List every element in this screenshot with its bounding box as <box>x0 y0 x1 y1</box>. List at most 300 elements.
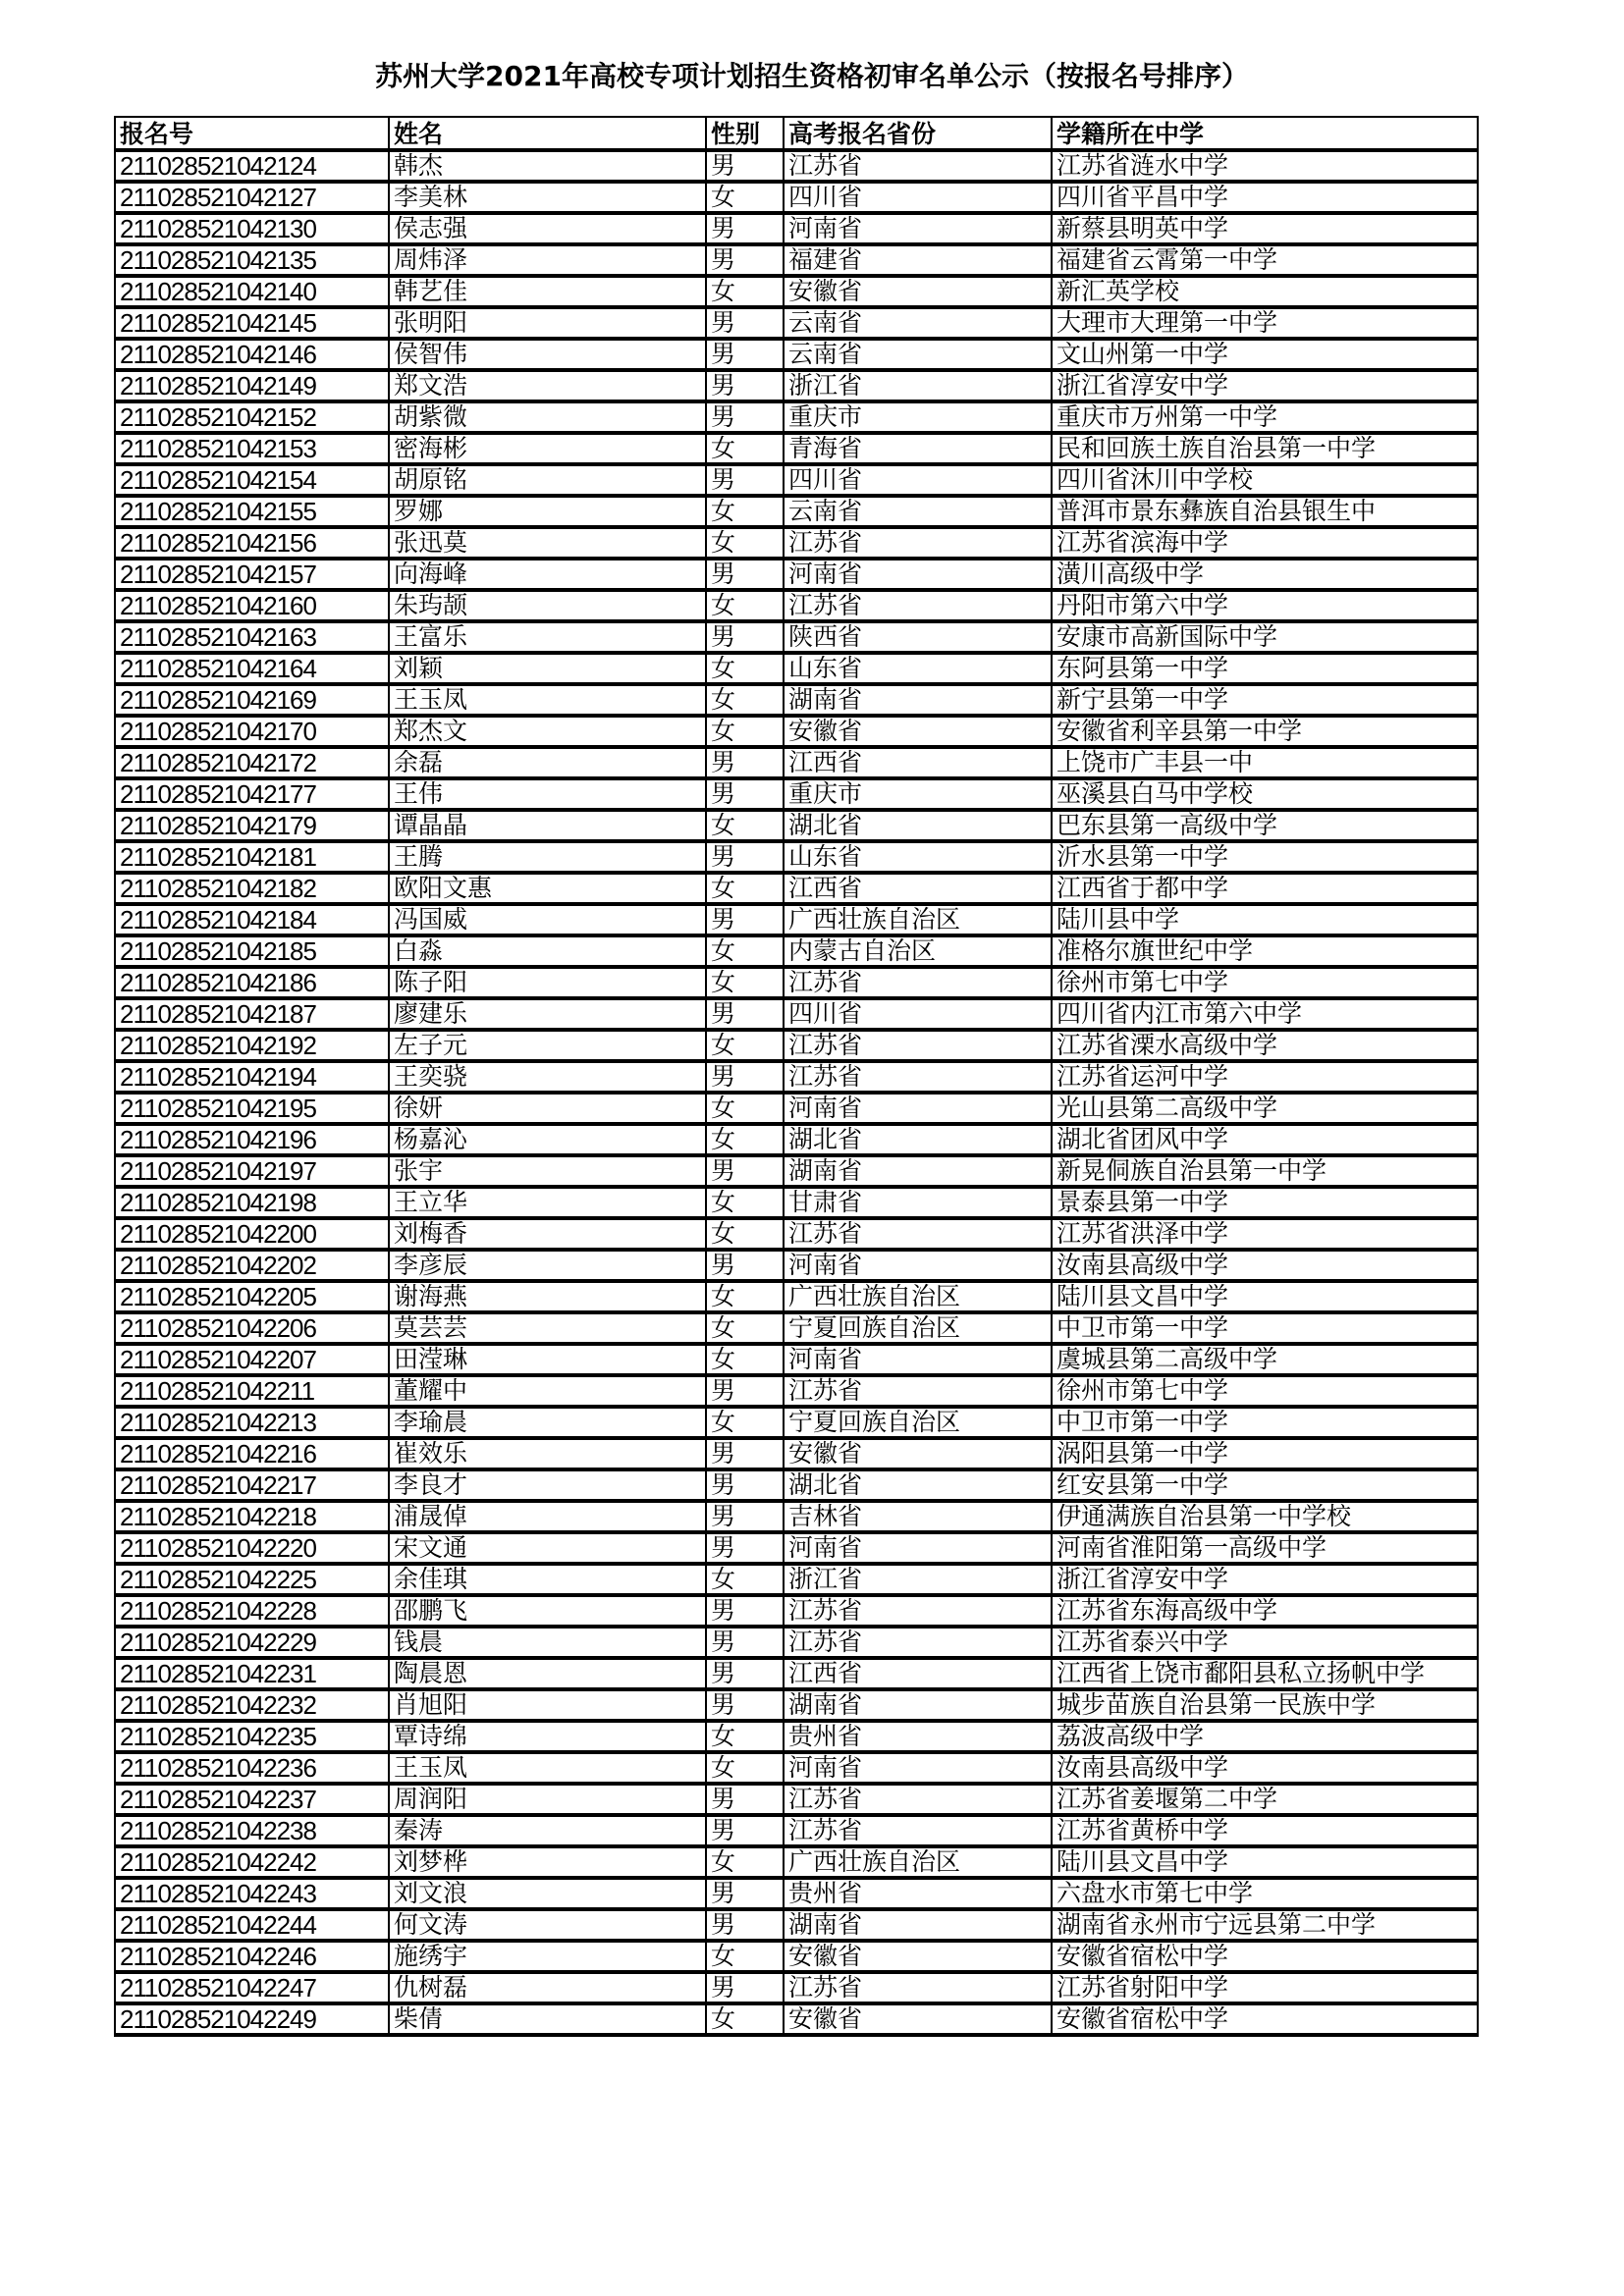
school-cell: 沂水县第一中学 <box>1052 841 1478 873</box>
registration-number-cell: 211028521042170 <box>115 716 389 747</box>
table-row <box>115 1124 1478 1155</box>
table-row <box>115 1564 1478 1595</box>
header-province: 高考报名省份 <box>784 117 1052 150</box>
table-row <box>115 1218 1478 1250</box>
school-cell: 浙江省淳安中学 <box>1052 1564 1478 1595</box>
registration-number-cell: 211028521042130 <box>115 213 389 244</box>
gender-cell: 男 <box>706 1658 784 1689</box>
school-cell: 湖南省永州市宁远县第二中学 <box>1052 1909 1478 1941</box>
school-cell: 江苏省溧水高级中学 <box>1052 1030 1478 1061</box>
gender-cell: 女 <box>706 1093 784 1124</box>
province-cell: 江苏省 <box>784 1030 1052 1061</box>
name-cell: 周润阳 <box>389 1784 706 1815</box>
applicant-table <box>114 116 1479 2037</box>
gender-cell: 男 <box>706 370 784 401</box>
registration-number-cell: 211028521042235 <box>115 1721 389 1752</box>
gender-cell: 女 <box>706 182 784 213</box>
registration-number-cell: 211028521042192 <box>115 1030 389 1061</box>
gender-cell: 女 <box>706 1752 784 1784</box>
province-cell: 湖北省 <box>784 1124 1052 1155</box>
school-cell: 城步苗族自治县第一民族中学 <box>1052 1689 1478 1721</box>
province-cell: 浙江省 <box>784 370 1052 401</box>
registration-number-cell: 211028521042187 <box>115 998 389 1030</box>
gender-cell: 男 <box>706 1815 784 1846</box>
school-cell: 江苏省洪泽中学 <box>1052 1218 1478 1250</box>
gender-cell: 女 <box>706 716 784 747</box>
school-cell: 新宁县第一中学 <box>1052 684 1478 716</box>
province-cell: 河南省 <box>784 213 1052 244</box>
registration-number-cell: 211028521042247 <box>115 1972 389 2003</box>
province-cell: 四川省 <box>784 182 1052 213</box>
school-cell: 汝南县高级中学 <box>1052 1250 1478 1281</box>
registration-number-cell: 211028521042231 <box>115 1658 389 1689</box>
table-row <box>115 1030 1478 1061</box>
gender-cell: 女 <box>706 967 784 998</box>
table-row <box>115 1501 1478 1532</box>
name-cell: 覃诗绵 <box>389 1721 706 1752</box>
name-cell: 王玉凤 <box>389 684 706 716</box>
gender-cell: 女 <box>706 1187 784 1218</box>
table-row <box>115 150 1478 182</box>
province-cell: 广西壮族自治区 <box>784 1281 1052 1312</box>
gender-cell: 男 <box>706 1438 784 1469</box>
registration-number-cell: 211028521042249 <box>115 2003 389 2035</box>
name-cell: 欧阳文惠 <box>389 873 706 904</box>
table-row <box>115 182 1478 213</box>
table-body <box>115 150 1478 2035</box>
province-cell: 山东省 <box>784 841 1052 873</box>
table-row <box>115 1815 1478 1846</box>
name-cell: 郑文浩 <box>389 370 706 401</box>
registration-number-cell: 211028521042246 <box>115 1941 389 1972</box>
name-cell: 李彦辰 <box>389 1250 706 1281</box>
province-cell: 陕西省 <box>784 621 1052 653</box>
registration-number-cell: 211028521042213 <box>115 1407 389 1438</box>
name-cell: 莫芸芸 <box>389 1312 706 1344</box>
registration-number-cell: 211028521042157 <box>115 559 389 590</box>
name-cell: 李瑜晨 <box>389 1407 706 1438</box>
school-cell: 红安县第一中学 <box>1052 1469 1478 1501</box>
registration-number-cell: 211028521042156 <box>115 527 389 559</box>
name-cell: 王伟 <box>389 778 706 810</box>
school-cell: 安徽省宿松中学 <box>1052 2003 1478 2035</box>
name-cell: 李良才 <box>389 1469 706 1501</box>
school-cell: 江苏省姜堰第二中学 <box>1052 1784 1478 1815</box>
table-row <box>115 1093 1478 1124</box>
name-cell: 谢海燕 <box>389 1281 706 1312</box>
registration-number-cell: 211028521042243 <box>115 1878 389 1909</box>
gender-cell: 女 <box>706 684 784 716</box>
province-cell: 山东省 <box>784 653 1052 684</box>
table-row <box>115 1658 1478 1689</box>
table-row <box>115 1532 1478 1564</box>
registration-number-cell: 211028521042205 <box>115 1281 389 1312</box>
registration-number-cell: 211028521042216 <box>115 1438 389 1469</box>
province-cell: 江苏省 <box>784 1784 1052 1815</box>
table-row <box>115 1752 1478 1784</box>
registration-number-cell: 211028521042184 <box>115 904 389 935</box>
school-cell: 丹阳市第六中学 <box>1052 590 1478 621</box>
name-cell: 钱晨 <box>389 1627 706 1658</box>
school-cell: 福建省云霄第一中学 <box>1052 244 1478 276</box>
province-cell: 云南省 <box>784 307 1052 339</box>
province-cell: 河南省 <box>784 1250 1052 1281</box>
gender-cell: 女 <box>706 276 784 307</box>
school-cell: 新汇英学校 <box>1052 276 1478 307</box>
province-cell: 四川省 <box>784 464 1052 496</box>
name-cell: 韩杰 <box>389 150 706 182</box>
registration-number-cell: 211028521042232 <box>115 1689 389 1721</box>
registration-number-cell: 211028521042153 <box>115 433 389 464</box>
registration-number-cell: 211028521042172 <box>115 747 389 778</box>
gender-cell: 男 <box>706 998 784 1030</box>
school-cell: 陆川县中学 <box>1052 904 1478 935</box>
name-cell: 王腾 <box>389 841 706 873</box>
table-row <box>115 1689 1478 1721</box>
gender-cell: 女 <box>706 1030 784 1061</box>
table-row <box>115 1344 1478 1375</box>
table-row <box>115 1941 1478 1972</box>
province-cell: 云南省 <box>784 496 1052 527</box>
gender-cell: 女 <box>706 1281 784 1312</box>
page-title: 苏州大学2021年高校专项计划招生资格初审名单公示（按报名号排序） <box>375 60 1249 92</box>
gender-cell: 女 <box>706 2003 784 2035</box>
province-cell: 安徽省 <box>784 276 1052 307</box>
table-row <box>115 433 1478 464</box>
name-cell: 白淼 <box>389 935 706 967</box>
gender-cell: 男 <box>706 1627 784 1658</box>
gender-cell: 女 <box>706 935 784 967</box>
gender-cell: 男 <box>706 339 784 370</box>
name-cell: 秦涛 <box>389 1815 706 1846</box>
school-cell: 江苏省涟水中学 <box>1052 150 1478 182</box>
school-cell: 湖北省团风中学 <box>1052 1124 1478 1155</box>
table-row <box>115 1407 1478 1438</box>
province-cell: 安徽省 <box>784 716 1052 747</box>
registration-number-cell: 211028521042179 <box>115 810 389 841</box>
registration-number-cell: 211028521042154 <box>115 464 389 496</box>
registration-number-cell: 211028521042145 <box>115 307 389 339</box>
registration-number-cell: 211028521042169 <box>115 684 389 716</box>
gender-cell: 女 <box>706 1941 784 1972</box>
gender-cell: 男 <box>706 1595 784 1627</box>
registration-number-cell: 211028521042228 <box>115 1595 389 1627</box>
gender-cell: 男 <box>706 1909 784 1941</box>
school-cell: 重庆市万州第一中学 <box>1052 401 1478 433</box>
school-cell: 普洱市景东彝族自治县银生中 <box>1052 496 1478 527</box>
province-cell: 广西壮族自治区 <box>784 904 1052 935</box>
table-row <box>115 967 1478 998</box>
table-row <box>115 1721 1478 1752</box>
gender-cell: 男 <box>706 1155 784 1187</box>
registration-number-cell: 211028521042146 <box>115 339 389 370</box>
school-cell: 安徽省宿松中学 <box>1052 1941 1478 1972</box>
school-cell: 四川省沐川中学校 <box>1052 464 1478 496</box>
school-cell: 景泰县第一中学 <box>1052 1187 1478 1218</box>
gender-cell: 男 <box>706 1501 784 1532</box>
table-row <box>115 935 1478 967</box>
gender-cell: 男 <box>706 1532 784 1564</box>
table-row <box>115 1846 1478 1878</box>
name-cell: 李美林 <box>389 182 706 213</box>
table-row <box>115 1250 1478 1281</box>
name-cell: 韩艺佳 <box>389 276 706 307</box>
table-row <box>115 2003 1478 2035</box>
school-cell: 江苏省滨海中学 <box>1052 527 1478 559</box>
name-cell: 刘颖 <box>389 653 706 684</box>
province-cell: 江苏省 <box>784 1972 1052 2003</box>
gender-cell: 女 <box>706 527 784 559</box>
province-cell: 贵州省 <box>784 1878 1052 1909</box>
school-cell: 陆川县文昌中学 <box>1052 1846 1478 1878</box>
registration-number-cell: 211028521042194 <box>115 1061 389 1093</box>
name-cell: 杨嘉沁 <box>389 1124 706 1155</box>
province-cell: 江苏省 <box>784 590 1052 621</box>
name-cell: 刘梅香 <box>389 1218 706 1250</box>
school-cell: 中卫市第一中学 <box>1052 1407 1478 1438</box>
registration-number-cell: 211028521042124 <box>115 150 389 182</box>
table-row <box>115 1155 1478 1187</box>
table-row <box>115 1784 1478 1815</box>
name-cell: 刘文浪 <box>389 1878 706 1909</box>
name-cell: 邵鹏飞 <box>389 1595 706 1627</box>
table-row <box>115 1878 1478 1909</box>
table-row <box>115 716 1478 747</box>
province-cell: 江西省 <box>784 1658 1052 1689</box>
province-cell: 湖南省 <box>784 684 1052 716</box>
table-row <box>115 1438 1478 1469</box>
gender-cell: 男 <box>706 559 784 590</box>
registration-number-cell: 211028521042155 <box>115 496 389 527</box>
table-row <box>115 841 1478 873</box>
province-cell: 河南省 <box>784 1344 1052 1375</box>
gender-cell: 女 <box>706 873 784 904</box>
name-cell: 周炜泽 <box>389 244 706 276</box>
gender-cell: 女 <box>706 590 784 621</box>
table-row <box>115 810 1478 841</box>
registration-number-cell: 211028521042177 <box>115 778 389 810</box>
table-row <box>115 1312 1478 1344</box>
gender-cell: 男 <box>706 1061 784 1093</box>
name-cell: 郑杰文 <box>389 716 706 747</box>
province-cell: 重庆市 <box>784 401 1052 433</box>
registration-number-cell: 211028521042196 <box>115 1124 389 1155</box>
header-name: 姓名 <box>389 117 706 150</box>
name-cell: 谭晶晶 <box>389 810 706 841</box>
gender-cell: 女 <box>706 1312 784 1344</box>
school-cell: 荔波高级中学 <box>1052 1721 1478 1752</box>
registration-number-cell: 211028521042217 <box>115 1469 389 1501</box>
table-row <box>115 1281 1478 1312</box>
province-cell: 江西省 <box>784 873 1052 904</box>
province-cell: 广西壮族自治区 <box>784 1846 1052 1878</box>
table-row <box>115 998 1478 1030</box>
province-cell: 福建省 <box>784 244 1052 276</box>
school-cell: 安徽省利辛县第一中学 <box>1052 716 1478 747</box>
name-cell: 向海峰 <box>389 559 706 590</box>
gender-cell: 男 <box>706 747 784 778</box>
name-cell: 王奕骁 <box>389 1061 706 1093</box>
province-cell: 江苏省 <box>784 527 1052 559</box>
gender-cell: 男 <box>706 1972 784 2003</box>
name-cell: 张宇 <box>389 1155 706 1187</box>
school-cell: 河南省淮阳第一高级中学 <box>1052 1532 1478 1564</box>
registration-number-cell: 211028521042140 <box>115 276 389 307</box>
school-cell: 陆川县文昌中学 <box>1052 1281 1478 1312</box>
school-cell: 徐州市第七中学 <box>1052 1375 1478 1407</box>
school-cell: 伊通满族自治县第一中学校 <box>1052 1501 1478 1532</box>
registration-number-cell: 211028521042135 <box>115 244 389 276</box>
gender-cell: 男 <box>706 213 784 244</box>
gender-cell: 男 <box>706 464 784 496</box>
name-cell: 陈子阳 <box>389 967 706 998</box>
province-cell: 河南省 <box>784 1752 1052 1784</box>
province-cell: 宁夏回族自治区 <box>784 1312 1052 1344</box>
registration-number-cell: 211028521042200 <box>115 1218 389 1250</box>
province-cell: 安徽省 <box>784 2003 1052 2035</box>
registration-number-cell: 211028521042236 <box>115 1752 389 1784</box>
table-row <box>115 653 1478 684</box>
gender-cell: 男 <box>706 621 784 653</box>
name-cell: 侯志强 <box>389 213 706 244</box>
table-row <box>115 496 1478 527</box>
gender-cell: 男 <box>706 904 784 935</box>
gender-cell: 女 <box>706 810 784 841</box>
name-cell: 何文涛 <box>389 1909 706 1941</box>
school-cell: 江苏省东海高级中学 <box>1052 1595 1478 1627</box>
gender-cell: 女 <box>706 1344 784 1375</box>
name-cell: 田滢琳 <box>389 1344 706 1375</box>
name-cell: 陶晨恩 <box>389 1658 706 1689</box>
name-cell: 胡紫微 <box>389 401 706 433</box>
table-row <box>115 778 1478 810</box>
name-cell: 刘梦桦 <box>389 1846 706 1878</box>
gender-cell: 男 <box>706 1250 784 1281</box>
registration-number-cell: 211028521042211 <box>115 1375 389 1407</box>
gender-cell: 男 <box>706 841 784 873</box>
school-cell: 江西省于都中学 <box>1052 873 1478 904</box>
province-cell: 安徽省 <box>784 1438 1052 1469</box>
table-row <box>115 1909 1478 1941</box>
registration-number-cell: 211028521042195 <box>115 1093 389 1124</box>
name-cell: 朱玙颉 <box>389 590 706 621</box>
registration-number-cell: 211028521042152 <box>115 401 389 433</box>
gender-cell: 男 <box>706 778 784 810</box>
gender-cell: 女 <box>706 1124 784 1155</box>
name-cell: 徐妍 <box>389 1093 706 1124</box>
name-cell: 董耀中 <box>389 1375 706 1407</box>
registration-number-cell: 211028521042229 <box>115 1627 389 1658</box>
name-cell: 王富乐 <box>389 621 706 653</box>
table-row <box>115 1595 1478 1627</box>
school-cell: 汝南县高级中学 <box>1052 1752 1478 1784</box>
gender-cell: 女 <box>706 1564 784 1595</box>
gender-cell: 男 <box>706 1784 784 1815</box>
province-cell: 河南省 <box>784 1532 1052 1564</box>
registration-number-cell: 211028521042182 <box>115 873 389 904</box>
table-row <box>115 1469 1478 1501</box>
school-cell: 江苏省运河中学 <box>1052 1061 1478 1093</box>
province-cell: 河南省 <box>784 559 1052 590</box>
table-row <box>115 684 1478 716</box>
school-cell: 江西省上饶市鄱阳县私立扬帆中学 <box>1052 1658 1478 1689</box>
province-cell: 江西省 <box>784 747 1052 778</box>
name-cell: 浦晟倬 <box>389 1501 706 1532</box>
registration-number-cell: 211028521042197 <box>115 1155 389 1187</box>
gender-cell: 男 <box>706 1878 784 1909</box>
province-cell: 重庆市 <box>784 778 1052 810</box>
table-row <box>115 339 1478 370</box>
name-cell: 王玉凤 <box>389 1752 706 1784</box>
gender-cell: 男 <box>706 1375 784 1407</box>
gender-cell: 女 <box>706 433 784 464</box>
province-cell: 江苏省 <box>784 1061 1052 1093</box>
table-row <box>115 1187 1478 1218</box>
school-cell: 东阿县第一中学 <box>1052 653 1478 684</box>
table-row <box>115 747 1478 778</box>
table-row <box>115 464 1478 496</box>
registration-number-cell: 211028521042220 <box>115 1532 389 1564</box>
gender-cell: 女 <box>706 1407 784 1438</box>
table-row <box>115 1375 1478 1407</box>
school-cell: 江苏省泰兴中学 <box>1052 1627 1478 1658</box>
registration-number-cell: 211028521042207 <box>115 1344 389 1375</box>
province-cell: 甘肃省 <box>784 1187 1052 1218</box>
school-cell: 徐州市第七中学 <box>1052 967 1478 998</box>
name-cell: 余磊 <box>389 747 706 778</box>
province-cell: 青海省 <box>784 433 1052 464</box>
registration-number-cell: 211028521042149 <box>115 370 389 401</box>
table-row <box>115 401 1478 433</box>
header-registration-number: 报名号 <box>115 117 389 150</box>
name-cell: 廖建乐 <box>389 998 706 1030</box>
registration-number-cell: 211028521042185 <box>115 935 389 967</box>
name-cell: 张明阳 <box>389 307 706 339</box>
province-cell: 湖南省 <box>784 1689 1052 1721</box>
province-cell: 江苏省 <box>784 1218 1052 1250</box>
registration-number-cell: 211028521042238 <box>115 1815 389 1846</box>
table-row <box>115 370 1478 401</box>
school-cell: 六盘水市第七中学 <box>1052 1878 1478 1909</box>
name-cell: 左子元 <box>389 1030 706 1061</box>
name-cell: 宋文通 <box>389 1532 706 1564</box>
school-cell: 四川省平昌中学 <box>1052 182 1478 213</box>
name-cell: 密海彬 <box>389 433 706 464</box>
school-cell: 文山州第一中学 <box>1052 339 1478 370</box>
school-cell: 安康市高新国际中学 <box>1052 621 1478 653</box>
table-row <box>115 527 1478 559</box>
registration-number-cell: 211028521042181 <box>115 841 389 873</box>
name-cell: 肖旭阳 <box>389 1689 706 1721</box>
table-row <box>115 213 1478 244</box>
school-cell: 四川省内江市第六中学 <box>1052 998 1478 1030</box>
registration-number-cell: 211028521042127 <box>115 182 389 213</box>
table-row <box>115 244 1478 276</box>
registration-number-cell: 211028521042198 <box>115 1187 389 1218</box>
table-header-row <box>115 117 1478 150</box>
province-cell: 江苏省 <box>784 1627 1052 1658</box>
name-cell: 冯国威 <box>389 904 706 935</box>
school-cell: 新蔡县明英中学 <box>1052 213 1478 244</box>
gender-cell: 男 <box>706 1469 784 1501</box>
header-school: 学籍所在中学 <box>1052 117 1478 150</box>
province-cell: 江苏省 <box>784 967 1052 998</box>
school-cell: 上饶市广丰县一中 <box>1052 747 1478 778</box>
table-row <box>115 621 1478 653</box>
gender-cell: 女 <box>706 1721 784 1752</box>
gender-cell: 男 <box>706 244 784 276</box>
province-cell: 宁夏回族自治区 <box>784 1407 1052 1438</box>
